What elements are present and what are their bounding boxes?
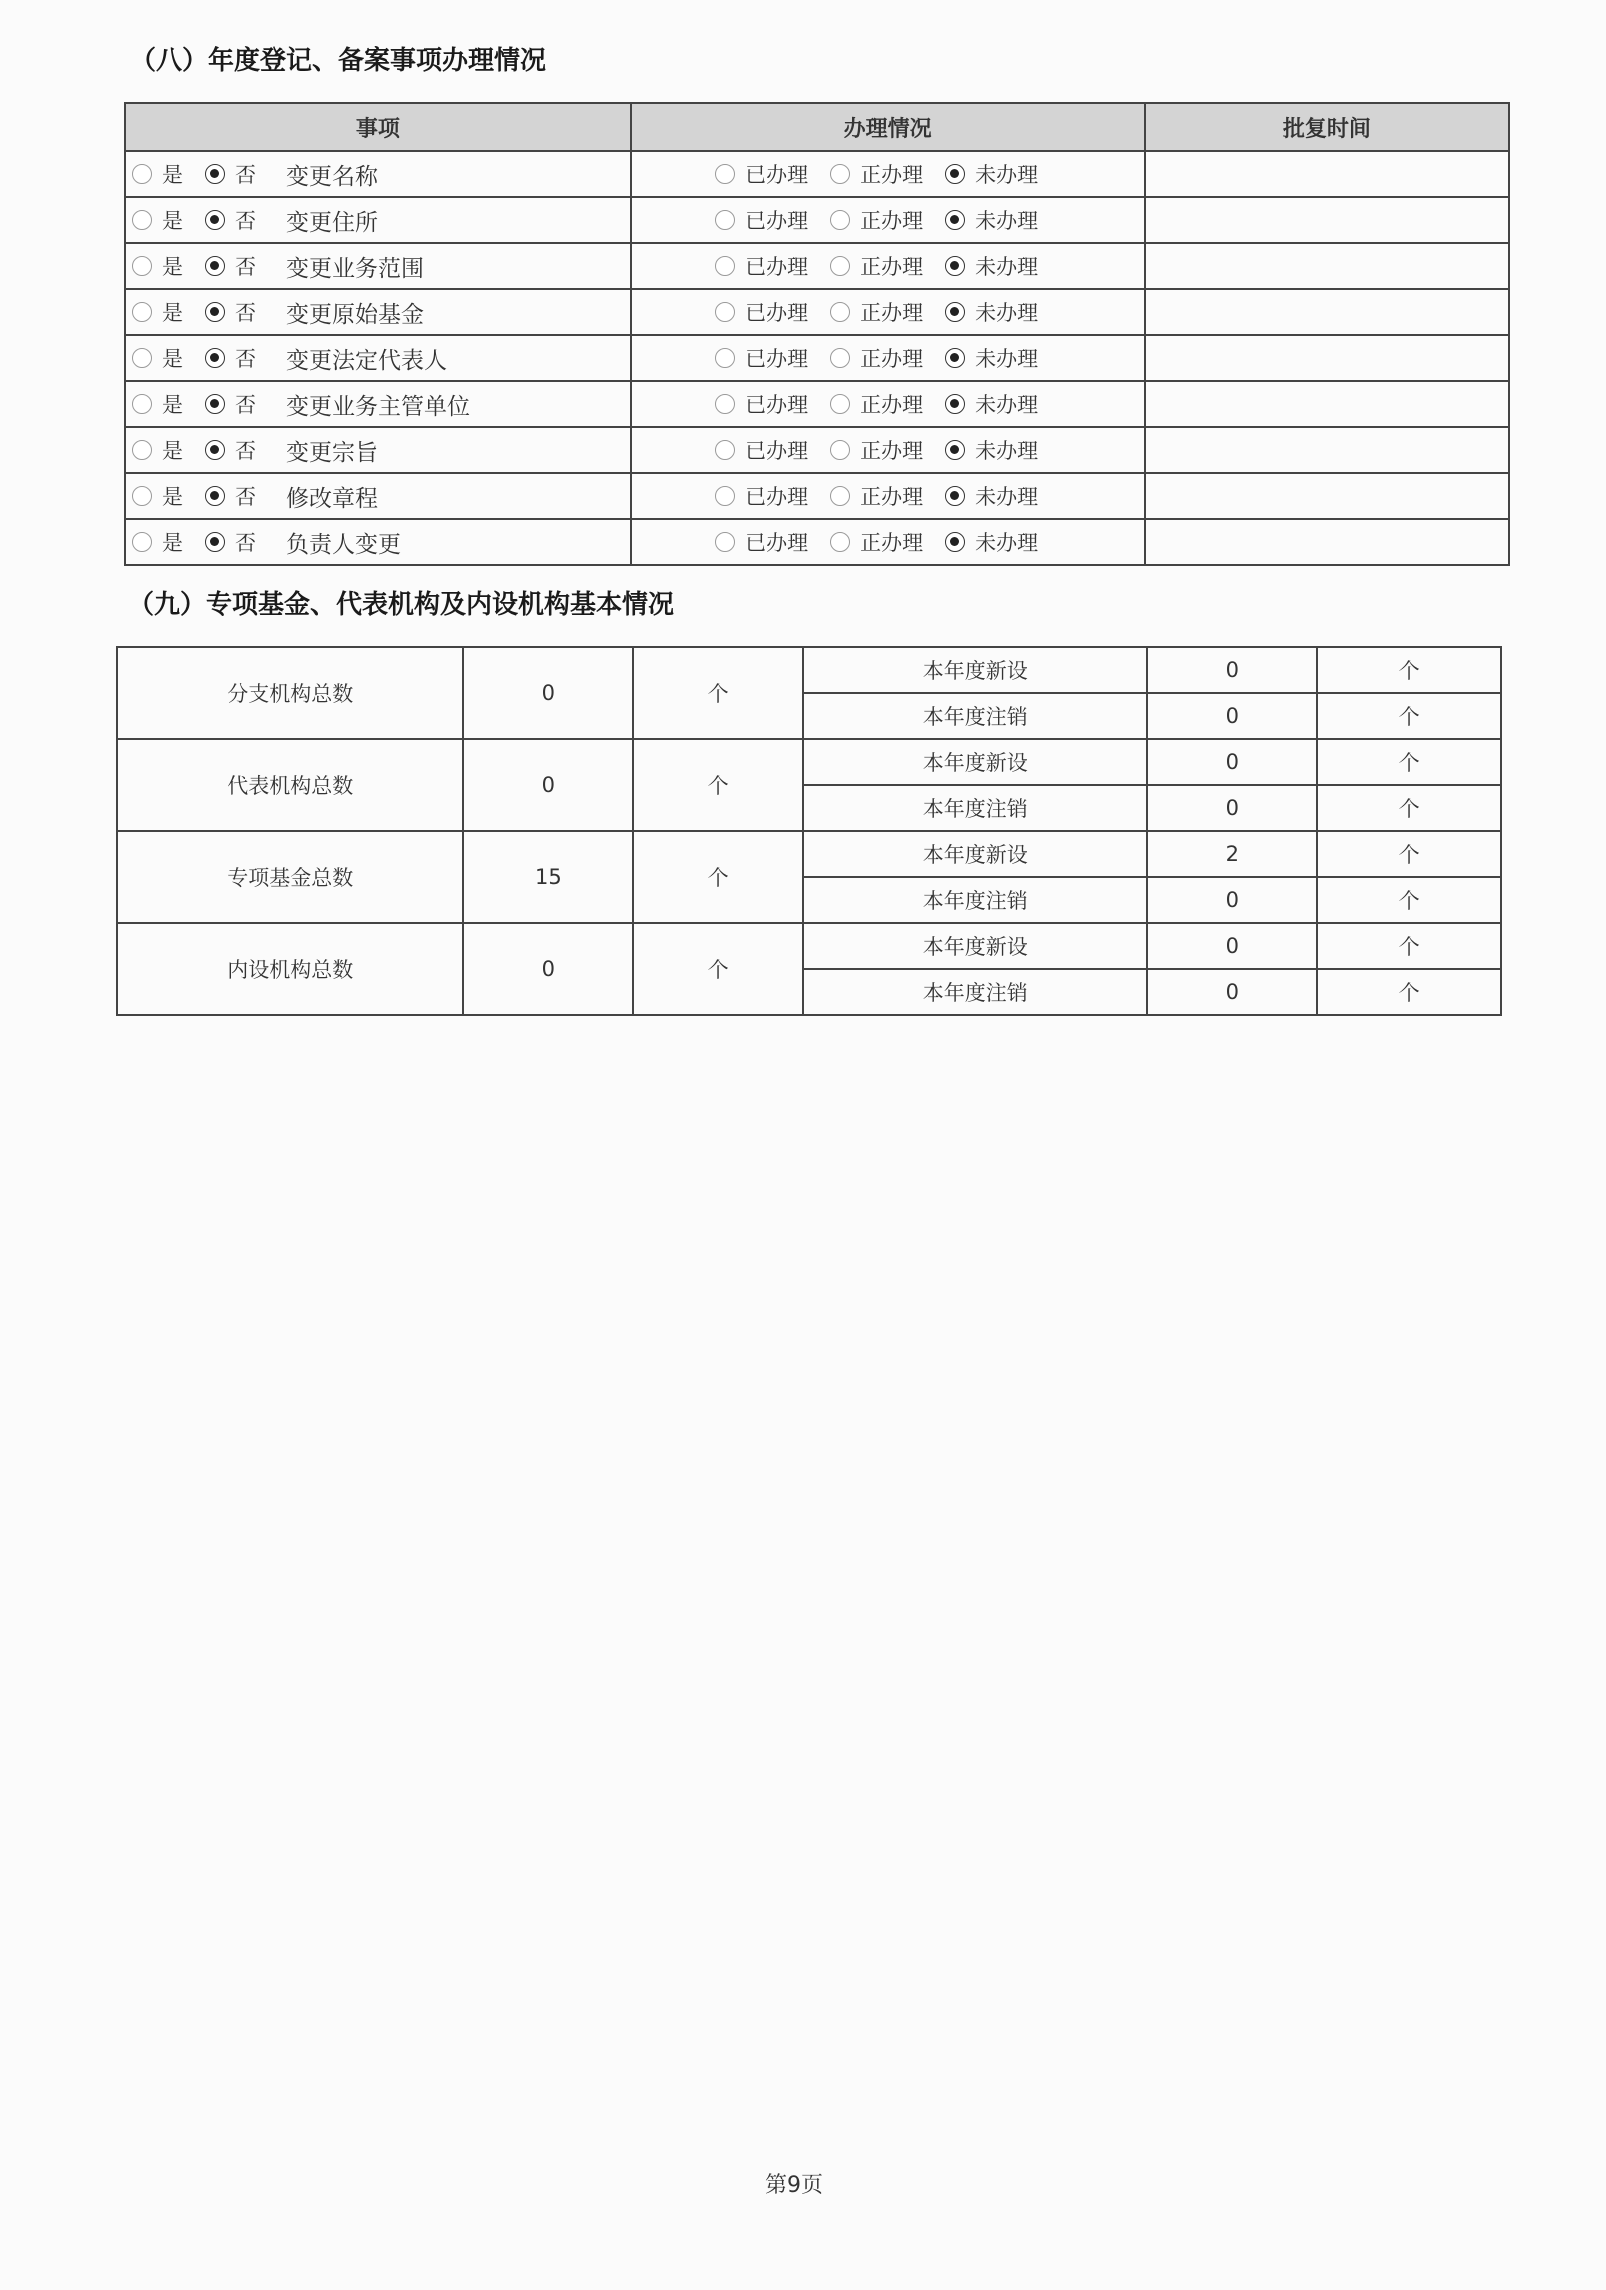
approval-time-cell bbox=[1145, 243, 1509, 289]
cancel-value: 0 bbox=[1147, 693, 1317, 739]
approval-time-cell bbox=[1145, 289, 1509, 335]
new-value: 0 bbox=[1147, 739, 1317, 785]
category-label: 代表机构总数 bbox=[117, 739, 463, 831]
yes-label: 是 bbox=[162, 531, 183, 555]
status-option-label: 已办理 bbox=[745, 485, 809, 509]
item-name: 变更法定代表人 bbox=[286, 347, 447, 374]
page-number: 第9页 bbox=[765, 2173, 823, 2198]
yes-radio[interactable] bbox=[132, 486, 152, 506]
status-option-label: 正办理 bbox=[860, 301, 924, 325]
section9-title: （九）专项基金、代表机构及内设机构基本情况 bbox=[128, 590, 675, 620]
no-radio[interactable] bbox=[205, 440, 225, 460]
status-radio[interactable] bbox=[830, 164, 850, 184]
table-row bbox=[125, 243, 1509, 289]
status-radio[interactable] bbox=[945, 164, 965, 184]
no-radio[interactable] bbox=[205, 256, 225, 276]
new-unit: 个 bbox=[1317, 647, 1501, 693]
status-radio[interactable] bbox=[945, 302, 965, 322]
no-radio[interactable] bbox=[205, 348, 225, 368]
total-value: 15 bbox=[463, 831, 633, 923]
status-option-label: 正办理 bbox=[860, 439, 924, 463]
status-radio[interactable] bbox=[945, 532, 965, 552]
yes-label: 是 bbox=[162, 439, 183, 463]
status-option-label: 已办理 bbox=[745, 209, 809, 233]
yes-radio[interactable] bbox=[132, 302, 152, 322]
approval-time-cell bbox=[1145, 427, 1509, 473]
new-value: 0 bbox=[1147, 923, 1317, 969]
item-cell bbox=[125, 197, 631, 243]
status-option-label: 未办理 bbox=[975, 485, 1039, 509]
status-radio[interactable] bbox=[830, 302, 850, 322]
status-option-label: 已办理 bbox=[745, 163, 809, 187]
new-label: 本年度新设 bbox=[803, 739, 1147, 785]
status-radio[interactable] bbox=[830, 486, 850, 506]
total-value: 0 bbox=[463, 923, 633, 1015]
cancel-unit: 个 bbox=[1317, 785, 1501, 831]
item-name: 负责人变更 bbox=[286, 531, 401, 558]
cancel-value: 0 bbox=[1147, 877, 1317, 923]
status-option-label: 正办理 bbox=[860, 393, 924, 417]
status-radio[interactable] bbox=[715, 210, 735, 230]
status-cell bbox=[631, 289, 1145, 335]
status-radio[interactable] bbox=[945, 210, 965, 230]
status-option-label: 未办理 bbox=[975, 301, 1039, 325]
status-option-label: 未办理 bbox=[975, 439, 1039, 463]
no-label: 否 bbox=[235, 163, 256, 187]
status-option-label: 正办理 bbox=[860, 531, 924, 555]
new-unit: 个 bbox=[1317, 923, 1501, 969]
item-cell bbox=[125, 427, 631, 473]
approval-time-cell bbox=[1145, 473, 1509, 519]
no-label: 否 bbox=[235, 347, 256, 371]
status-option-label: 正办理 bbox=[860, 209, 924, 233]
institutions-table bbox=[116, 646, 1502, 1016]
yes-radio[interactable] bbox=[132, 532, 152, 552]
yes-label: 是 bbox=[162, 255, 183, 279]
status-radio[interactable] bbox=[715, 440, 735, 460]
no-label: 否 bbox=[235, 393, 256, 417]
header-status: 办理情况 bbox=[631, 103, 1145, 151]
status-cell bbox=[631, 427, 1145, 473]
total-unit: 个 bbox=[633, 647, 803, 739]
yes-label: 是 bbox=[162, 485, 183, 509]
yes-label: 是 bbox=[162, 301, 183, 325]
status-option-label: 未办理 bbox=[975, 347, 1039, 371]
new-unit: 个 bbox=[1317, 739, 1501, 785]
table-row bbox=[125, 381, 1509, 427]
status-cell bbox=[631, 151, 1145, 197]
no-radio[interactable] bbox=[205, 486, 225, 506]
status-radio[interactable] bbox=[830, 394, 850, 414]
status-cell bbox=[631, 519, 1145, 565]
total-value: 0 bbox=[463, 739, 633, 831]
new-value: 0 bbox=[1147, 647, 1317, 693]
cancel-value: 0 bbox=[1147, 785, 1317, 831]
item-name: 变更住所 bbox=[286, 209, 378, 236]
yes-radio[interactable] bbox=[132, 210, 152, 230]
registration-items-table bbox=[124, 102, 1510, 566]
status-cell bbox=[631, 335, 1145, 381]
status-radio[interactable] bbox=[715, 394, 735, 414]
approval-time-cell bbox=[1145, 335, 1509, 381]
no-label: 否 bbox=[235, 439, 256, 463]
status-radio[interactable] bbox=[715, 486, 735, 506]
cancel-label: 本年度注销 bbox=[803, 693, 1147, 739]
new-label: 本年度新设 bbox=[803, 831, 1147, 877]
status-option-label: 已办理 bbox=[745, 255, 809, 279]
status-option-label: 未办理 bbox=[975, 255, 1039, 279]
cancel-value: 0 bbox=[1147, 969, 1317, 1015]
status-option-label: 未办理 bbox=[975, 393, 1039, 417]
table-row bbox=[125, 519, 1509, 565]
yes-radio[interactable] bbox=[132, 256, 152, 276]
category-label: 分支机构总数 bbox=[117, 647, 463, 739]
status-cell bbox=[631, 197, 1145, 243]
item-cell bbox=[125, 381, 631, 427]
table-row bbox=[125, 289, 1509, 335]
status-option-label: 已办理 bbox=[745, 347, 809, 371]
yes-label: 是 bbox=[162, 393, 183, 417]
total-value: 0 bbox=[463, 647, 633, 739]
status-option-label: 已办理 bbox=[745, 393, 809, 417]
no-radio[interactable] bbox=[205, 210, 225, 230]
status-option-label: 未办理 bbox=[975, 531, 1039, 555]
status-radio[interactable] bbox=[715, 348, 735, 368]
status-radio[interactable] bbox=[715, 532, 735, 552]
no-radio[interactable] bbox=[205, 164, 225, 184]
item-name: 变更名称 bbox=[286, 163, 378, 190]
yes-radio[interactable] bbox=[132, 394, 152, 414]
approval-time-cell bbox=[1145, 381, 1509, 427]
status-radio[interactable] bbox=[830, 440, 850, 460]
status-cell bbox=[631, 381, 1145, 427]
item-cell bbox=[125, 289, 631, 335]
status-option-label: 已办理 bbox=[745, 531, 809, 555]
item-cell bbox=[125, 335, 631, 381]
category-label: 内设机构总数 bbox=[117, 923, 463, 1015]
yes-label: 是 bbox=[162, 209, 183, 233]
status-radio[interactable] bbox=[945, 440, 965, 460]
new-value: 2 bbox=[1147, 831, 1317, 877]
status-radio[interactable] bbox=[945, 348, 965, 368]
new-label: 本年度新设 bbox=[803, 923, 1147, 969]
item-cell bbox=[125, 243, 631, 289]
yes-label: 是 bbox=[162, 163, 183, 187]
approval-time-cell bbox=[1145, 197, 1509, 243]
yes-radio[interactable] bbox=[132, 348, 152, 368]
no-label: 否 bbox=[235, 485, 256, 509]
no-label: 否 bbox=[235, 301, 256, 325]
yes-label: 是 bbox=[162, 347, 183, 371]
status-cell bbox=[631, 473, 1145, 519]
item-cell bbox=[125, 151, 631, 197]
header-approval-time: 批复时间 bbox=[1145, 103, 1509, 151]
table-row bbox=[117, 923, 1501, 969]
status-radio[interactable] bbox=[945, 256, 965, 276]
cancel-label: 本年度注销 bbox=[803, 877, 1147, 923]
cancel-label: 本年度注销 bbox=[803, 785, 1147, 831]
item-cell bbox=[125, 519, 631, 565]
item-name: 变更业务范围 bbox=[286, 255, 424, 282]
table-row bbox=[117, 739, 1501, 785]
yes-radio[interactable] bbox=[132, 440, 152, 460]
no-radio[interactable] bbox=[205, 302, 225, 322]
status-radio[interactable] bbox=[945, 486, 965, 506]
no-label: 否 bbox=[235, 255, 256, 279]
no-radio[interactable] bbox=[205, 394, 225, 414]
table-row bbox=[117, 831, 1501, 877]
status-cell bbox=[631, 243, 1145, 289]
table-row bbox=[117, 647, 1501, 693]
status-radio[interactable] bbox=[830, 210, 850, 230]
status-radio[interactable] bbox=[830, 348, 850, 368]
category-label: 专项基金总数 bbox=[117, 831, 463, 923]
new-label: 本年度新设 bbox=[803, 647, 1147, 693]
table-row bbox=[125, 427, 1509, 473]
item-name: 变更宗旨 bbox=[286, 439, 378, 466]
header-item: 事项 bbox=[125, 103, 631, 151]
new-unit: 个 bbox=[1317, 831, 1501, 877]
approval-time-cell bbox=[1145, 519, 1509, 565]
item-name: 修改章程 bbox=[286, 485, 378, 512]
status-radio[interactable] bbox=[830, 532, 850, 552]
status-option-label: 正办理 bbox=[860, 163, 924, 187]
no-radio[interactable] bbox=[205, 532, 225, 552]
status-radio[interactable] bbox=[945, 394, 965, 414]
table-row bbox=[125, 335, 1509, 381]
section8-title: （八）年度登记、备案事项办理情况 bbox=[130, 46, 547, 76]
table-row bbox=[125, 473, 1509, 519]
no-label: 否 bbox=[235, 209, 256, 233]
status-radio[interactable] bbox=[715, 256, 735, 276]
status-radio[interactable] bbox=[715, 302, 735, 322]
item-name: 变更业务主管单位 bbox=[286, 393, 470, 420]
cancel-label: 本年度注销 bbox=[803, 969, 1147, 1015]
status-radio[interactable] bbox=[715, 164, 735, 184]
cancel-unit: 个 bbox=[1317, 693, 1501, 739]
status-option-label: 正办理 bbox=[860, 255, 924, 279]
cancel-unit: 个 bbox=[1317, 969, 1501, 1015]
status-option-label: 未办理 bbox=[975, 163, 1039, 187]
total-unit: 个 bbox=[633, 831, 803, 923]
yes-radio[interactable] bbox=[132, 164, 152, 184]
status-option-label: 正办理 bbox=[860, 485, 924, 509]
status-radio[interactable] bbox=[830, 256, 850, 276]
total-unit: 个 bbox=[633, 923, 803, 1015]
item-name: 变更原始基金 bbox=[286, 301, 424, 328]
table-row bbox=[125, 151, 1509, 197]
no-label: 否 bbox=[235, 531, 256, 555]
cancel-unit: 个 bbox=[1317, 877, 1501, 923]
status-option-label: 未办理 bbox=[975, 209, 1039, 233]
status-option-label: 已办理 bbox=[745, 439, 809, 463]
item-cell bbox=[125, 473, 631, 519]
table-row bbox=[125, 197, 1509, 243]
status-option-label: 正办理 bbox=[860, 347, 924, 371]
status-option-label: 已办理 bbox=[745, 301, 809, 325]
total-unit: 个 bbox=[633, 739, 803, 831]
approval-time-cell bbox=[1145, 151, 1509, 197]
